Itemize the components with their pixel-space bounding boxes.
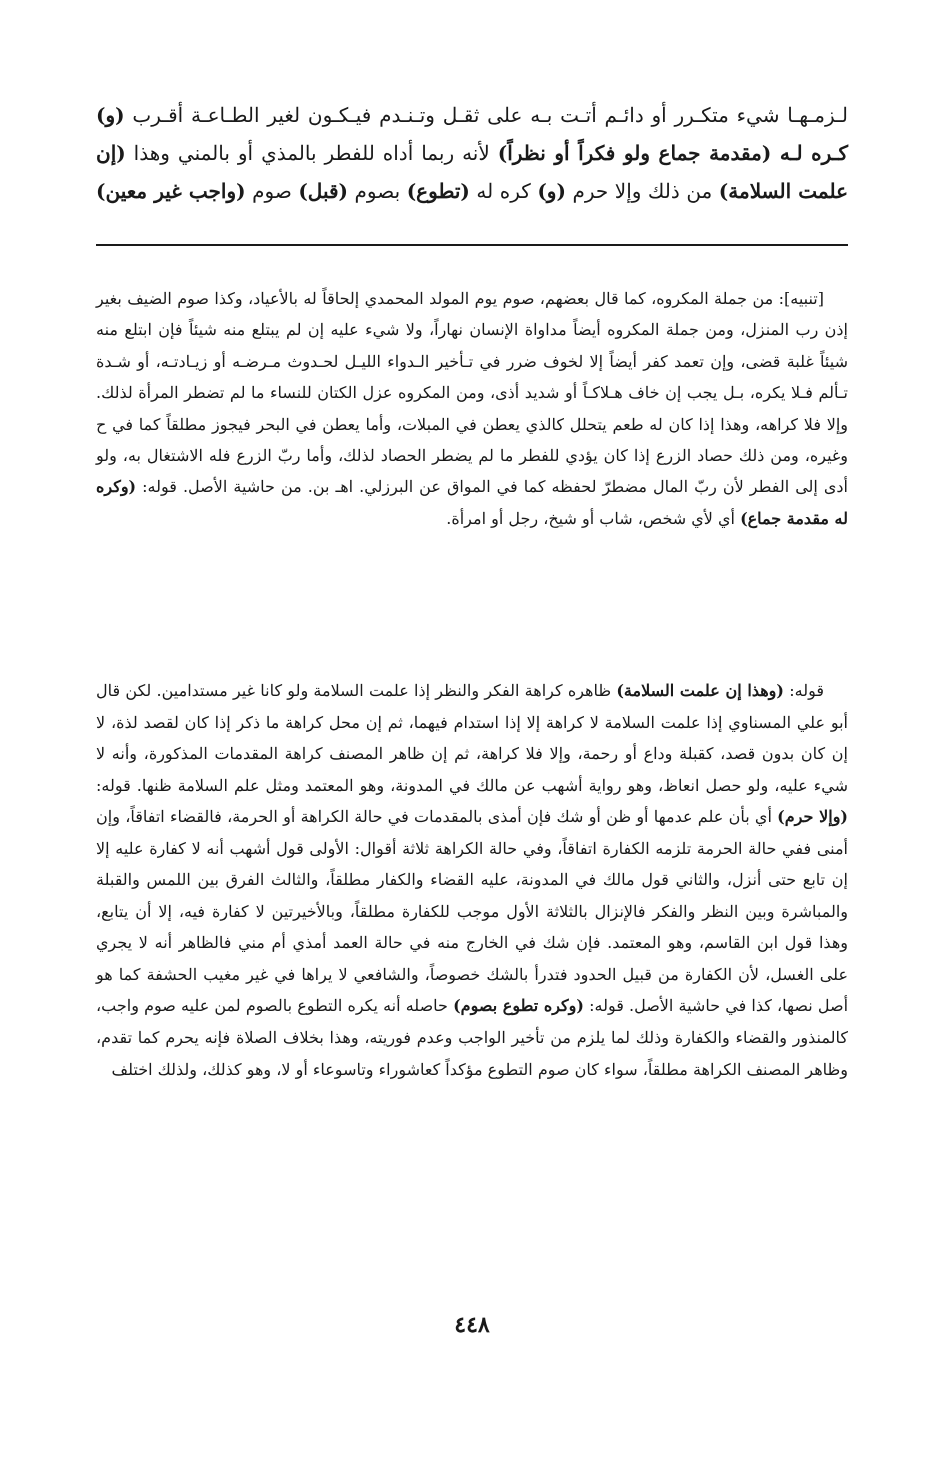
note-lead: [تنبيه] xyxy=(784,289,824,308)
main-text-bold: (إن علمت السلامة) xyxy=(96,141,849,203)
main-text-segment: كره له xyxy=(469,179,538,203)
main-text-bold: (قبل) xyxy=(298,179,349,203)
main-text-segment: من ذلك وإلا حرم xyxy=(565,179,719,203)
main-text xyxy=(96,96,848,210)
main-text-segment: لأنه ربما أداه للفطر بالمذي أو بالمني وهذا xyxy=(125,141,498,165)
footnote-divider xyxy=(96,244,848,246)
main-text-bold: (و) xyxy=(537,179,566,203)
commentary-paragraph xyxy=(96,675,848,1085)
main-text-bold: (واجب غير معين) xyxy=(96,179,246,203)
commentary-text: قوله: xyxy=(783,681,824,700)
commentary-text: حاصله أنه يكره التطوع بالصوم لمن عليه صوم واجب، كالمنذور والقضاء والكفارة وذلك لما يلزم من تأخير الواجب وعدم فوريته، وهذا بخلاف الصلاة فإنه يحرم كما تقدم، وظاهر المصنف الكراهة مطلقاً، سواء كان صوم التطوع مؤكداً كعاشوراء وتاسوعاء أو لا، وهو كذلك، ولذلك اختلف xyxy=(96,996,848,1079)
commentary-text: ظاهره كراهة الفكر والنظر إذا علمت السلامة ولو كانا غير مستدامين. لكن قال أبو علي المسناوي إذا علمت السلامة لا كراهة إلا إذا استدام فيهما، ثم إن محل كراهة ما ذكر إذا كان لقصد لذة، لا إن كان بدون قصد، كقبلة وداع أو رحمة، وإلا فلا كراهة، ثم إن ظاهر المصنف كراهة المقدمات المذكورة، وأنه لا شيء عليه، ولو حصل انعاظ، وهو رواية أشهب عن مالك في المدونة، وهو المعتمد ومثل علم السلامة ظنها. قوله: xyxy=(96,681,848,795)
commentary-quote: (وإلا حرم) xyxy=(777,807,848,827)
commentary-text: أي بأن علم عدمها أو ظن أو شك فإن أمذى بالمقدمات في حالة الكراهة أو الحرمة، فالقضاء اتفاقاً، وإن أمنى ففي حالة الحرمة تلزمه الكفارة اتفاقاً، وفي حالة الكراهة ثلاثة أقوال: الأولى قول أشهب أنه لا كفارة عليه إلا إن تابع حتى أنزل، والثاني قول مالك في المدونة، عليه القضاء والكفار مطلقاً، والثالث الفرق بين اللمس والقبلة والمباشرة وبين النظر والفكر فالإنزال بالثلاثة الأول موجب للكفارة مطلقاً، وبالأخيرتين لا كفارة فيه، إلا أن يتابع، وهذا قول ابن القاسم، وهو المعتمد. فإن شك في الخارج منه في حالة العمد أمذي أم مني فالظاهر أنه لا يجري على الغسل، لأن الكفارة من قبيل الحدود فتدرأ بالشك خصوصاً، والشافعي لا يراها في غير مغيب الحشفة كما هو أصل نصها، كذا في حاشية الأصل. قوله: xyxy=(96,807,849,1016)
page-number: ٤٤٨ xyxy=(454,1312,490,1338)
commentary-quote: (وكره تطوع بصوم) xyxy=(453,996,584,1016)
main-text-segment: لـزمـهـا شيء متكـرر أو دائـم أتـت بـه على ثقـل وتـنـدم فيـكـون لغير الطـاعـة أقـرب xyxy=(124,103,848,127)
commentary-note xyxy=(96,283,848,534)
main-text-bold: (تطوع) xyxy=(406,179,470,203)
commentary-text: : من جملة المكروه، كما قال بعضهم، صوم يوم المولد المحمدي إلحاقاً له بالأعياد، وكذا صوم الضيف بغير إذن رب المنزل، ومن جملة المكروه أيضاً مداواة الإنسان نهاراً، ولا شيء عليه إن لم يبتلع منه شيئاً فإن ابتلع منه شيئاً غلبة قضى، وإن تعمد كفر أيضاً إلا لخوف ضرر في تـأخير الـدواء الليـل لحـدوث مـرضـه أو زيـادتـه، أو شـدة تـألم فـلا يكره، بـل يجب إن خاف هـلاكـاً أو شديد أذى، ومن المكروه عزل الكتان للنساء ما لم تضطر المرأة لذلك. وإلا فلا كراهه، وهذا إذا كان له طعم يتحلل كالذي يعطن في المبلات، وأما يعطن في البحر فيجوز مطلقاً كما في ح وغيره، ومن ذلك حصاد الزرع إذا كان يؤدي للفطر ما لم يضطر الحصاد لذلك، وأما ربّ الزرع فله الاشتغال به، ولو أدى إلى الفطر لأن ربّ المال مضطرّ لحفظه كما في المواق عن البرزلي. اهـ بن. من حاشية الأصل. قوله: xyxy=(96,289,849,497)
commentary-paragraph xyxy=(96,283,848,534)
main-text-segment: صوم xyxy=(245,179,299,203)
commentary-quote: (وهذا إن علمت السلامة) xyxy=(616,681,784,700)
main-text-segment: بصوم xyxy=(348,179,407,203)
commentary-quote: (وكره له مقدمة جماع) xyxy=(96,477,848,528)
main-paragraph xyxy=(96,96,848,210)
main-text-bold: (و) كـره لـه (مقدمة جماع ولو فكراً أو نظراً) xyxy=(96,103,849,165)
commentary-explanation xyxy=(96,675,848,1085)
commentary-text: أي لأي شخص، شاب أو شيخ، رجل أو امرأة. xyxy=(446,508,741,528)
